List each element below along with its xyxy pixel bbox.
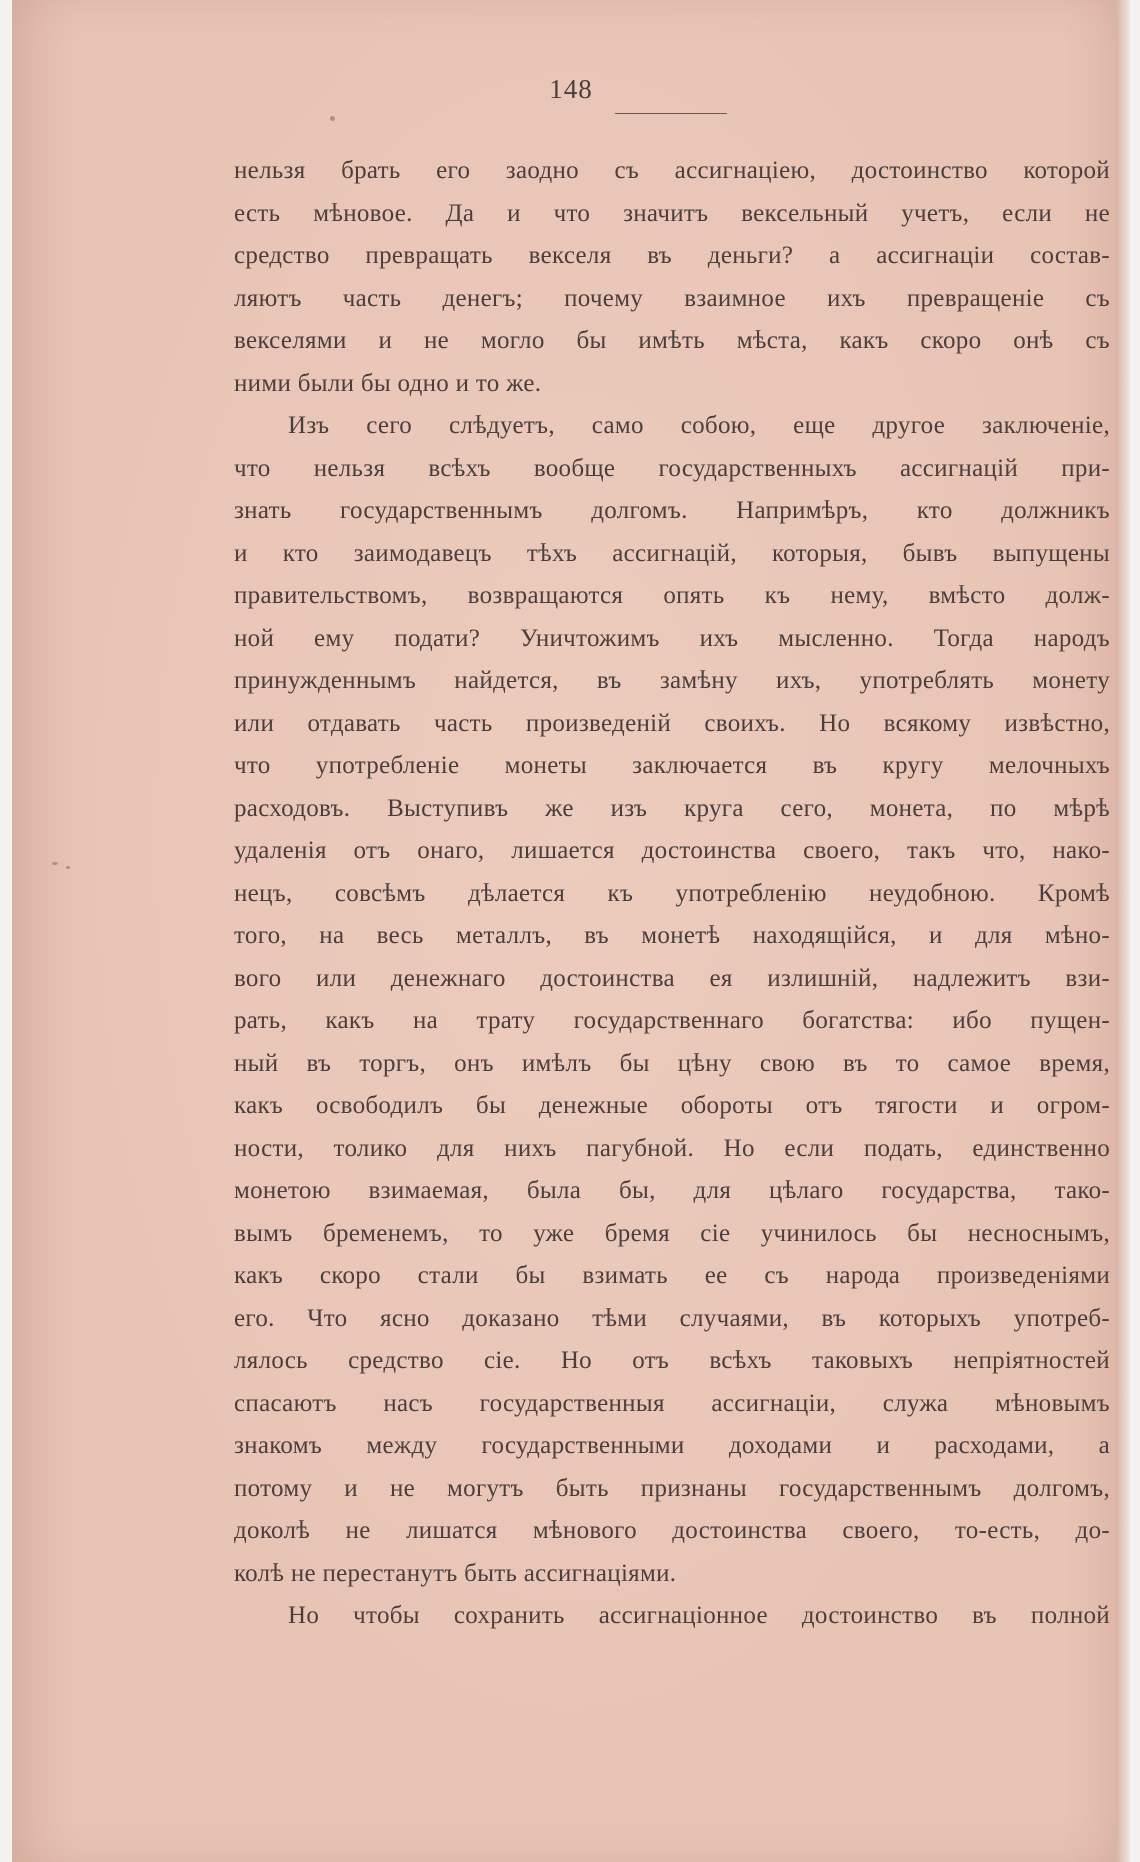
text-line: что нельзя всѣхъ вообще государственныхъ ассигнацій при- <box>234 454 1110 482</box>
text-line: какъ освободилъ бы денежные обороты отъ тягости и огром- <box>234 1092 1110 1119</box>
paper-speck <box>52 862 58 865</box>
page-number-rule <box>615 113 727 114</box>
text-line: того, на весь металлъ, въ монетѣ находящійся, и для мѣно- <box>234 922 1110 949</box>
text-line: доколѣ не лишатся мѣнового достоинства своего, то-есть, до- <box>234 1517 1110 1544</box>
text-line: его. Что ясно доказано тѣми случаями, въ которыхъ употреб- <box>234 1304 1110 1332</box>
text-line: вого или денежнаго достоинства ея излишній, надлежитъ взи- <box>234 964 1110 992</box>
text-line: расходовъ. Выступивъ же изъ круга сего, монета, по мѣрѣ <box>234 794 1110 822</box>
text-line: или отдавать часть произведеній своихъ. Но всякому извѣстно, <box>234 709 1110 737</box>
text-line: знакомъ между государственными доходами и расходами, а <box>234 1432 1110 1459</box>
text-line: Изъ сего слѣдуетъ, само собою, еще другое заключеніе, <box>288 412 1110 439</box>
text-line: ними были бы одно и то же. <box>234 369 542 397</box>
text-line: знать государственнымъ долгомъ. Напримѣръ, кто должникъ <box>234 497 1110 524</box>
text-line: ляютъ часть денегъ; почему взаимное ихъ превращеніе съ <box>234 284 1110 312</box>
page-edge <box>1116 0 1130 1862</box>
text-line: монетою взимаемая, была бы, для цѣлаго государства, тако- <box>234 1177 1110 1204</box>
text-line: ной ему подати? Уничтожимъ ихъ мысленно. Тогда народъ <box>234 624 1110 652</box>
text-line: лялось средство сіе. Но отъ всѣхъ таковыхъ непріятностей <box>234 1347 1110 1374</box>
book-page <box>12 0 1130 1862</box>
text-line: правительствомъ, возвращаются опять къ нему, вмѣсто долж- <box>234 582 1110 609</box>
text-line: удаленія отъ онаго, лишается достоинства своего, такъ что, нако- <box>234 837 1110 864</box>
text-line: принужденнымъ найдется, въ замѣну ихъ, употреблять монету <box>234 667 1110 694</box>
text-line: нецъ, совсѣмъ дѣлается къ употребленію неудобною. Кромѣ <box>234 879 1110 907</box>
paper-speck <box>330 116 335 121</box>
text-line: что употребленіе монеты заключается въ кругу мелочныхъ <box>234 752 1110 779</box>
text-line: векселями и не могло бы имѣть мѣста, какъ скоро онѣ съ <box>234 327 1110 354</box>
text-line: рать, какъ на трату государственнаго богатства: ибо пущен- <box>234 1007 1110 1034</box>
text-line: спасаютъ насъ государственныя ассигнаціи, служа мѣновымъ <box>234 1389 1110 1417</box>
text-line: средство превращать векселя въ деньги? а ассигнаціи состав- <box>234 242 1110 269</box>
text-line: нельзя брать его заодно съ ассигнаціею, достоинство которой <box>234 157 1110 184</box>
text-line: и кто заимодавецъ тѣхъ ассигнацій, которыя, бывъ выпущены <box>234 539 1110 567</box>
body-text <box>234 150 1110 1638</box>
text-line: есть мѣновое. Да и что значитъ вексельный учетъ, если не <box>234 199 1110 227</box>
page-number: 148 <box>549 74 593 104</box>
text-line: вымъ бременемъ, то уже бремя сіе учинилось бы несноснымъ, <box>234 1219 1110 1247</box>
text-line: потому и не могутъ быть признаны государственнымъ долгомъ, <box>234 1474 1110 1502</box>
paper-speck <box>66 866 70 869</box>
text-line: ности, толико для нихъ пагубной. Но если подать, единственно <box>234 1134 1110 1162</box>
text-line: Но чтобы сохранить ассигнаціонное достоинство въ полной <box>288 1602 1110 1629</box>
text-line: ный въ торгъ, онъ имѣлъ бы цѣну свою въ то самое время, <box>234 1049 1110 1077</box>
text-line: колѣ не перестанутъ быть ассигнаціями. <box>234 1559 677 1587</box>
text-line: какъ скоро стали бы взимать ее съ народа произведеніями <box>234 1262 1110 1289</box>
